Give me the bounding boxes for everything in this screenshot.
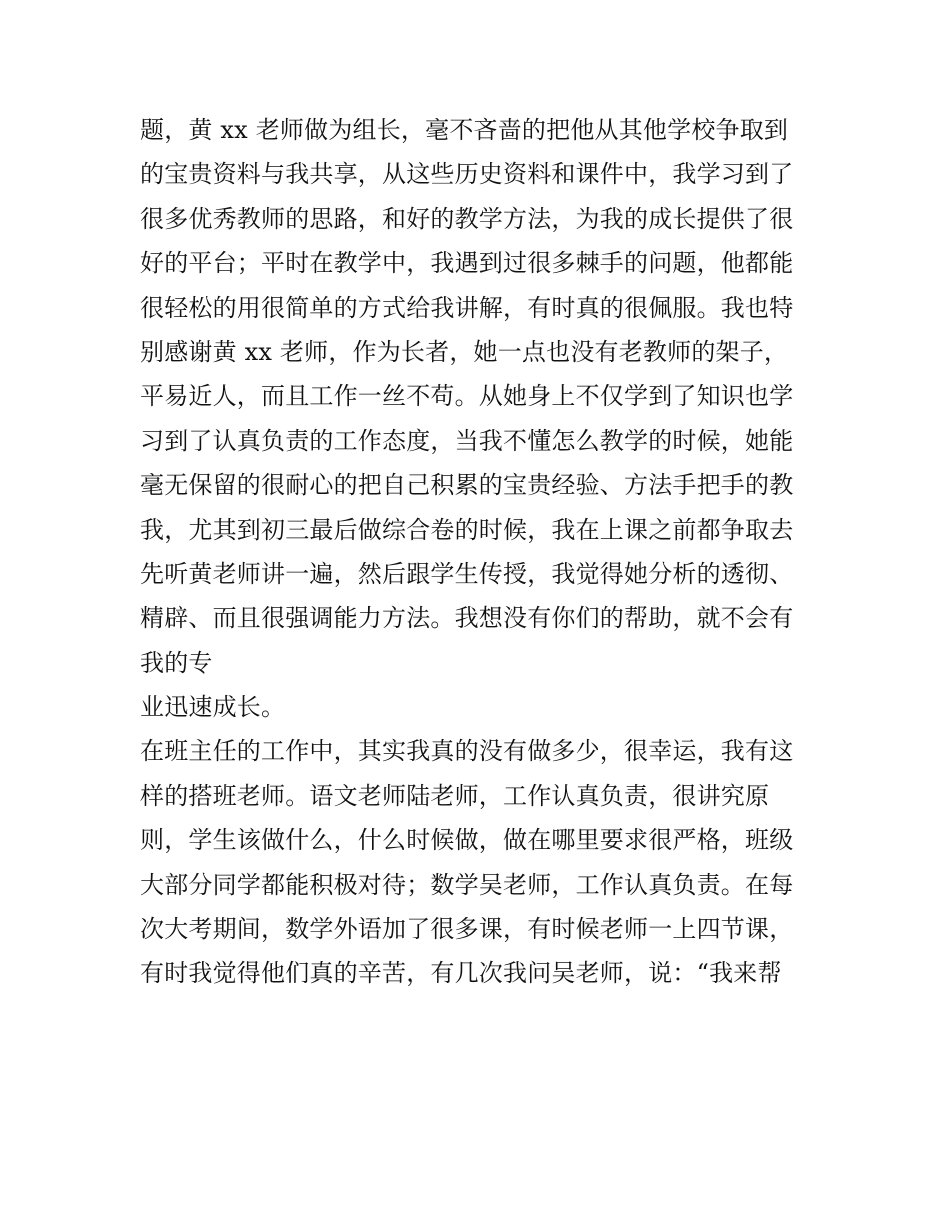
text-line: 别感谢黄 xx 老师，作为长者，她一点也没有老教师的架子， — [140, 337, 789, 366]
text-line: 样的搭班老师。语文老师陆老师，工作认真负责，很讲究原 — [140, 781, 770, 810]
text-line: 先听黄老师讲一遍，然后跟学生传授，我觉得她分析的透彻、 — [140, 559, 794, 588]
text-line: 毫无保留的很耐心的把自己积累的宝贵经验、方法手把手的教 — [140, 471, 794, 500]
text-line: 有时我觉得他们真的辛苦，有几次我问吴老师，说：“我来帮 — [140, 959, 782, 988]
text-line: 习到了认真负责的工作态度，当我不懂怎么教学的时候，她能 — [140, 426, 794, 455]
text-line: 业迅速成长。 — [140, 693, 286, 722]
text-line: 题，黄 xx 老师做为组长，毫不吝啬的把他从其他学校争取到 — [140, 116, 789, 144]
text-line: 我，尤其到初三最后做综合卷的时候，我在上课之前都争取去 — [140, 515, 794, 544]
text-line: 很轻松的用很简单的方式给我讲解，有时真的很佩服。我也特 — [140, 293, 794, 322]
text-line: 好的平台；平时在教学中，我遇到过很多棘手的问题，他都能 — [140, 249, 794, 278]
text-line: 很多优秀教师的思路，和好的教学方法，为我的成长提供了很 — [140, 204, 794, 233]
text-line: 次大考期间，数学外语加了很多课，有时候老师一上四节课， — [140, 915, 794, 944]
text-line: 的宝贵资料与我共享，从这些历史资料和课件中，我学习到了 — [140, 160, 794, 189]
text-line: 在班主任的工作中，其实我真的没有做多少，很幸运，我有这 — [140, 737, 794, 766]
text-line: 大部分同学都能积极对待；数学吴老师，工作认真负责。在每 — [140, 870, 794, 899]
text-line: 精辟、而且很强调能力方法。我想没有你们的帮助，就不会有 — [140, 604, 794, 633]
text-line: 则，学生该做什么，什么时候做，做在哪里要求很严格，班级 — [140, 826, 794, 855]
document-body — [140, 108, 840, 996]
text-line: 平易近人，而且工作一丝不苟。从她身上不仅学到了知识也学 — [140, 382, 794, 411]
text-line: 我的专 — [140, 648, 213, 677]
